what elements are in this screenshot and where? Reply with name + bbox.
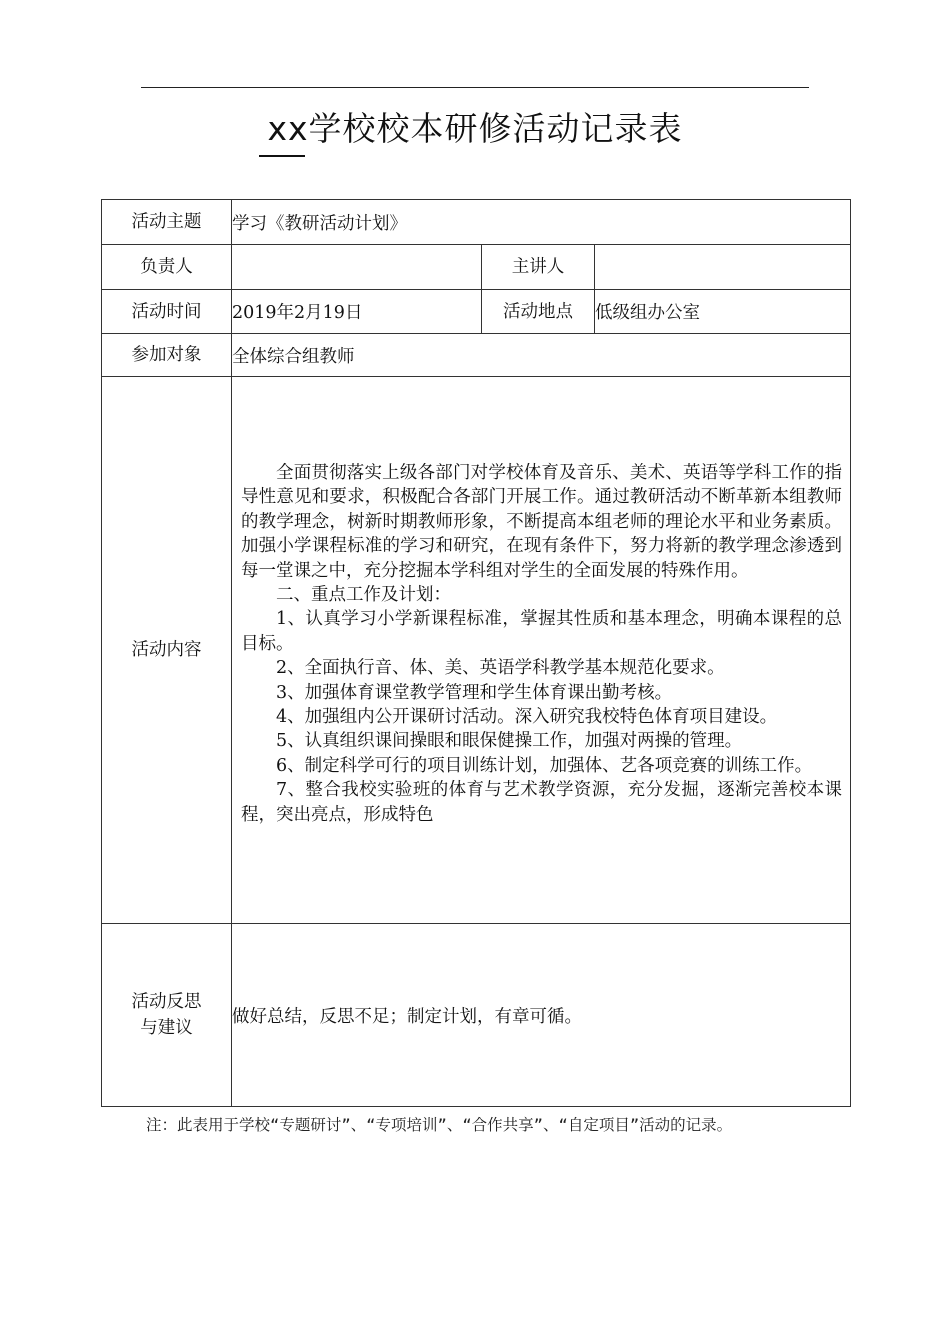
content-paragraph: 二、重点工作及计划： — [276, 584, 451, 605]
reflection-value[interactable]: 做好总结，反思不足；制定计划，有章可循。 — [232, 924, 851, 1107]
owner-label: 负责人 — [102, 245, 232, 290]
row-topic — [102, 200, 851, 245]
place-value[interactable]: 低级组办公室 — [595, 290, 851, 334]
record-table — [101, 199, 851, 1107]
place-label: 活动地点 — [482, 290, 595, 334]
owner-value[interactable] — [232, 245, 482, 290]
time-label: 活动时间 — [102, 290, 232, 334]
page-title: xx学校校本研修活动记录表 — [267, 109, 683, 148]
reflection-label-line2: 与建议 — [140, 1018, 193, 1038]
content-paragraph: 5、认真组织课间操眼和眼保健操工作，加强对两操的管理。 — [276, 731, 743, 752]
row-owner-speaker — [102, 245, 851, 290]
footnote: 注：此表用于学校“专题研讨”、“专项培训”、“合作共享”、“自定项目”活动的记录。 — [146, 1116, 733, 1134]
content-paragraph: 全面贯彻落实上级各部门对学校体育及音乐、美术、英语等学科工作的指导性意见和要求，积极配合各部门开展工作。通过教研活动不断革新本组教师的教学理念，树新时期教师形象，不断提高本组老师的理论水平和业务素质。加强小学课程标准的学习和研究，在现有条件下，努力将新的教学理念渗透到每一堂课之中，充分挖掘本学科组对学生的全面发展的特殊作用。 — [241, 462, 843, 581]
title-underline — [259, 155, 305, 157]
content-paragraph: 7、整合我校实验班的体育与艺术教学资源，充分发掘，逐渐完善校本课程，突出亮点，形成特色 — [241, 780, 843, 825]
content-paragraph: 2、全面执行音、体、美、英语学科教学基本规范化要求。 — [276, 658, 725, 679]
content-cell[interactable] — [232, 377, 851, 924]
content-label: 活动内容 — [102, 377, 232, 924]
content-paragraph: 4、加强组内公开课研讨活动。深入研究我校特色体育项目建设。 — [276, 707, 778, 728]
row-participants — [102, 334, 851, 377]
content-paragraph: 3、加强体育课堂教学管理和学生体育课出勤考核。 — [276, 682, 673, 703]
speaker-label: 主讲人 — [482, 245, 595, 290]
row-content — [102, 377, 851, 924]
row-time-place — [102, 290, 851, 334]
content-paragraph: 1、认真学习小学新课程标准，掌握其性质和基本理念，明确本课程的总目标。 — [241, 609, 843, 654]
content-paragraph: 6、制定科学可行的项目训练计划，加强体、艺各项竞赛的训练工作。 — [276, 755, 813, 776]
participants-label: 参加对象 — [102, 334, 232, 377]
row-reflection — [102, 924, 851, 1107]
speaker-value[interactable] — [595, 245, 851, 290]
content-text — [232, 461, 850, 827]
reflection-label — [102, 924, 232, 1107]
participants-value[interactable]: 全体综合组教师 — [232, 334, 851, 377]
time-value[interactable]: 2019年2月19日 — [232, 290, 482, 334]
reflection-label-line1: 活动反思 — [131, 992, 202, 1012]
topic-label: 活动主题 — [102, 200, 232, 245]
header-rule — [141, 87, 809, 88]
topic-value[interactable]: 学习《教研活动计划》 — [232, 200, 851, 245]
